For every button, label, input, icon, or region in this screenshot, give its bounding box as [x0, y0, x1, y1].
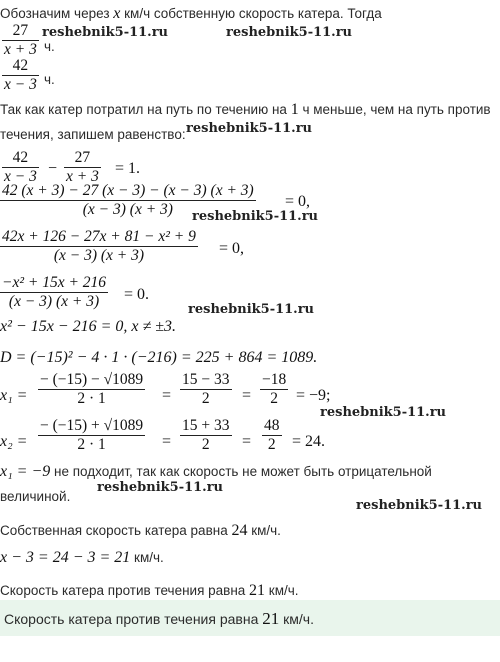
condition-post: ч меньше, чем на путь против: [298, 102, 491, 117]
watermark: reshebnik5-11.ru: [42, 25, 169, 40]
fraction-denominator: 2: [267, 436, 276, 453]
against-calc-math: x − 3 = 24 − 3 = 21: [0, 549, 131, 566]
eq1-fraction-a: [2, 149, 39, 186]
answer-value: 21: [262, 609, 280, 628]
x2-fraction-1: [38, 417, 145, 454]
reject-line-1: [0, 463, 432, 481]
own-speed-text: Собственная скорость катера равна: [0, 523, 232, 538]
fraction-denominator: x + 3: [4, 41, 37, 58]
x2-equals-2: =: [242, 433, 252, 450]
x1-result: = −9;: [296, 387, 331, 404]
fraction-denominator: 2 · 1: [77, 390, 106, 407]
x2-result: = 24.: [292, 433, 326, 450]
time-downstream-fraction: [2, 22, 39, 59]
fraction-numerator: −x² + 15x + 216: [2, 274, 107, 291]
x1-equals-1: =: [162, 387, 172, 404]
fraction-numerator: 15 + 33: [182, 417, 230, 434]
watermark: reshebnik5-11.ru: [226, 25, 353, 40]
intro-post: км/ч собственную скорость катера. Тогда: [120, 6, 382, 21]
fraction-denominator: x − 3: [4, 76, 37, 93]
against-speed-line: [0, 582, 299, 600]
discriminant-line: D = (−15)² − 4 · 1 · (−216) = 225 + 864 = 1089.: [0, 349, 318, 366]
intro-var: x: [113, 5, 121, 22]
answer-unit: км/ч.: [279, 611, 314, 627]
fraction-denominator: x + 3: [66, 168, 99, 185]
own-speed-value: 24: [231, 522, 248, 539]
condition-line-1: [0, 101, 491, 119]
fraction-numerator: 27: [74, 149, 91, 166]
quadratic-equation: x² − 15x − 216 = 0, x ≠ ±3.: [0, 318, 177, 335]
fraction-numerator: − (−15) + √1089: [40, 417, 144, 434]
eq1-rhs: = 1.: [115, 160, 141, 177]
fraction-numerator: 27: [12, 22, 29, 39]
fraction-numerator: 48: [264, 417, 280, 434]
time-upstream-unit: ч.: [44, 72, 55, 87]
fraction-numerator: 42: [12, 149, 29, 166]
x1-equals-2: =: [242, 387, 252, 404]
eq3-fraction: [0, 228, 198, 265]
against-speed-text: Скорость катера против течения равна: [0, 583, 250, 598]
watermark: reshebnik5-11.ru: [186, 121, 313, 136]
x2-equals-1: =: [162, 433, 172, 450]
watermark: reshebnik5-11.ru: [320, 405, 447, 420]
watermark: reshebnik5-11.ru: [192, 209, 319, 224]
watermark: reshebnik5-11.ru: [356, 498, 483, 513]
reject-math: x₁ = −9: [0, 463, 51, 480]
condition-line-2: течения, запишем равенство:: [0, 127, 186, 142]
own-speed-line: [0, 522, 281, 540]
fraction-numerator: 15 − 33: [182, 371, 230, 388]
fraction-denominator: (x − 3) (x + 3): [82, 201, 173, 218]
against-calc-unit: км/ч.: [130, 550, 164, 565]
against-speed-unit: км/ч.: [265, 583, 299, 598]
condition-number: 1: [290, 101, 299, 118]
reject-text: не подходит, так как скорость не может быть отрицательной: [50, 464, 432, 479]
against-speed-value: 21: [249, 582, 266, 599]
fraction-numerator: 42 (x + 3) − 27 (x − 3) − (x − 3) (x + 3): [2, 182, 254, 199]
fraction-denominator: (x − 3) (x + 3): [53, 247, 145, 264]
condition-pre: Так как катер потратил на путь по течению на: [0, 102, 291, 117]
eq4-fraction: [0, 274, 108, 311]
x2-label: x₂ =: [0, 433, 28, 450]
fraction-denominator: 2 · 1: [77, 436, 106, 453]
fraction-numerator: 42: [12, 57, 29, 74]
fraction-numerator: − (−15) − √1089: [40, 371, 144, 388]
x1-label: x₁ =: [0, 387, 28, 404]
eq3-rhs: = 0,: [219, 240, 245, 257]
time-downstream-unit: ч.: [44, 39, 55, 54]
eq1-fraction-b: [64, 149, 101, 186]
x1-fraction-2: [180, 371, 232, 408]
x1-fraction-3: [260, 371, 288, 408]
x2-fraction-3: [262, 417, 282, 454]
eq2-rhs: = 0,: [285, 193, 311, 210]
x2-fraction-2: [180, 417, 232, 454]
against-calc-line: [0, 549, 164, 567]
eq4-rhs: = 0.: [124, 286, 150, 303]
fraction-denominator: x − 3: [4, 168, 37, 185]
answer-line: [4, 609, 314, 629]
fraction-denominator: 2: [201, 436, 210, 453]
intro-pre: Обозначим через: [0, 6, 114, 21]
time-upstream-fraction: [2, 57, 39, 94]
answer-text: Скорость катера против течения равна: [4, 611, 263, 627]
x1-fraction-1: [38, 371, 145, 408]
fraction-numerator: 42x + 126 − 27x + 81 − x² + 9: [2, 228, 196, 245]
watermark: reshebnik5-11.ru: [188, 302, 315, 317]
intro-text: [0, 5, 382, 23]
own-speed-unit: км/ч.: [247, 523, 281, 538]
reject-line-2: величиной.: [0, 489, 71, 504]
eq1-minus: −: [48, 160, 58, 177]
fraction-denominator: (x − 3) (x + 3): [8, 293, 100, 310]
fraction-numerator: −18: [262, 371, 287, 388]
watermark: reshebnik5-11.ru: [97, 480, 224, 495]
fraction-denominator: 2: [201, 390, 210, 407]
fraction-denominator: 2: [270, 390, 278, 407]
